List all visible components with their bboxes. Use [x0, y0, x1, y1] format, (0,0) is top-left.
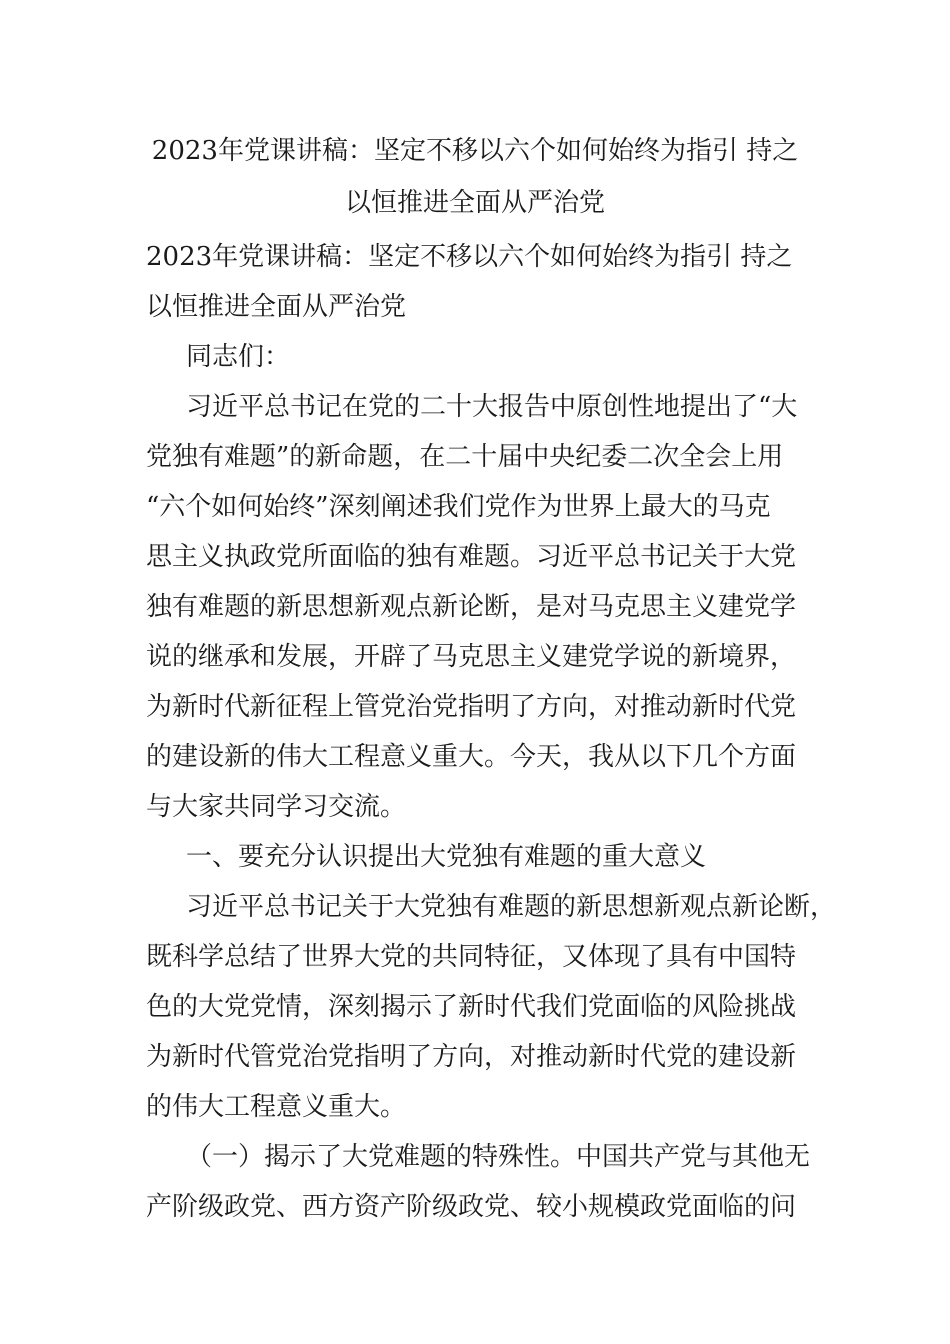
body-line: 为新时代管党治党指明了方向，对推动新时代党的建设新 [146, 1042, 797, 1072]
body-line: 为新时代新征程上管党治党指明了方向，对推动新时代党 [146, 692, 797, 722]
body-line: 2023年党课讲稿：坚定不移以六个如何始终为指引 持之 [146, 242, 793, 272]
body-line: 既科学总结了世界大党的共同特征，又体现了具有中国特 [146, 942, 797, 972]
body-line: “六个如何始终”深刻阐述我们党作为世界上最大的马克 [146, 492, 771, 522]
body-line: 思主义执政党所面临的独有难题。习近平总书记关于大党 [146, 542, 797, 572]
body-line: 党独有难题”的新命题，在二十届中央纪委二次全会上用 [146, 442, 784, 472]
body-line: 的建设新的伟大工程意义重大。今天，我从以下几个方面 [146, 742, 797, 772]
body-line: 以恒推进全面从严治党 [146, 292, 407, 322]
body-line: 独有难题的新思想新观点新论断，是对马克思主义建党学 [146, 592, 797, 622]
body-line: 习近平总书记在党的二十大报告中原创性地提出了“大 [186, 392, 798, 422]
title-line-2: 以恒推进全面从严治党 [344, 188, 605, 218]
title-line-1: 2023年党课讲稿：坚定不移以六个如何始终为指引 持之 [151, 136, 799, 166]
document-body [146, 232, 846, 1232]
body-line: 的伟大工程意义重大。 [146, 1092, 407, 1122]
body-line: 色的大党党情，深刻揭示了新时代我们党面临的风险挑战 [146, 992, 797, 1022]
body-line: （一）揭示了大党难题的特殊性。中国共产党与其他无 [186, 1142, 811, 1172]
body-line: 同志们： [186, 342, 291, 372]
body-line: 说的继承和发展，开辟了马克思主义建党学说的新境界， [146, 642, 797, 672]
body-line: 一、要充分认识提出大党独有难题的重大意义 [186, 842, 707, 872]
body-line: 产阶级政党、西方资产阶级政党、较小规模政党面临的问 [146, 1192, 797, 1222]
body-line: 与大家共同学习交流。 [146, 792, 407, 822]
document-title [120, 125, 830, 229]
body-line: 习近平总书记关于大党独有难题的新思想新观点新论断， [186, 892, 837, 922]
